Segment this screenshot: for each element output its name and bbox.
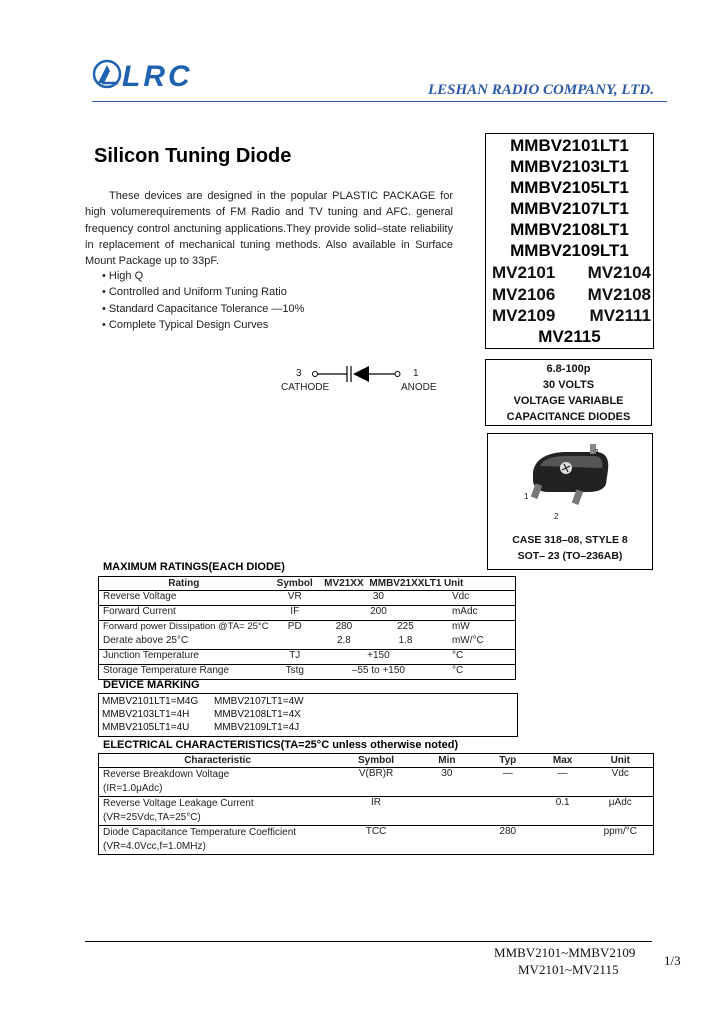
rating-cell: Storage Temperature Range [99,665,269,680]
cathode-label: CATHODE [281,382,330,393]
footer-part-range: MMBV2101~MMBV2109 [494,945,636,960]
value-cell: 30 [321,591,444,606]
table-row [99,768,654,797]
part-number: MMBV2105LT1 [510,178,629,197]
char-cell [99,797,337,826]
col-header: Min [416,754,478,768]
part-number-box [485,133,654,349]
part-number: MV2108 [587,285,651,304]
part-number: MMBV2103LT1 [510,157,629,176]
col-header: MV21XX [321,577,367,591]
part-number: MV2104 [587,263,651,282]
feature-list [102,268,304,333]
symbol-cell [269,635,321,650]
max-ratings-title: MAXIMUM RATINGS(EACH DIODE) [103,561,285,573]
unit-cell: °C [444,665,516,680]
device-marking-title: DEVICE MARKING [103,679,200,691]
table-header-row [99,577,516,591]
char-cond: (VR=25Vdc,TA=25°C) [103,812,201,823]
min-cell [416,826,478,855]
max-ratings-table [98,576,516,680]
page-title: Silicon Tuning Diode [94,145,292,167]
symbol-cell: V(BR)R [336,768,416,797]
rating-cell: Forward Current [99,606,269,621]
symbol-cell: TCC [336,826,416,855]
lrc-logo-icon [92,57,122,91]
symbol-cell: IR [336,797,416,826]
marking-cell: MMBV2107LT1=4W [214,696,304,707]
table-row [99,650,516,665]
col-header: Unit [444,577,516,591]
electrical-title: ELECTRICAL CHARACTERISTICS(TA=25°C unless otherwise noted) [103,739,459,751]
table-row [99,606,516,621]
spec-type: VOLTAGE VARIABLE [513,395,624,407]
sot23-package-icon [518,442,628,512]
value-cell: +150 [321,650,444,665]
footer-part-range-2: MV2101~MV2115 [518,962,619,977]
marking-cell: MMBV2103LT1=4H [102,709,190,720]
max-cell: — [538,768,588,797]
char-name: Reverse Breakdown Voltage [103,769,230,780]
pin-1-label: 1 [524,492,529,501]
col-header: Typ [478,754,538,768]
table-row [99,826,654,855]
feature-item: • Controlled and Uniform Tuning Ratio [102,284,304,300]
anode-label: ANODE [401,382,437,393]
sot-label: SOT– 23 (TO–236AB) [517,550,623,562]
value-cell: 225 [367,621,444,636]
part-number: MMBV2109LT1 [510,241,629,260]
part-number: MV2109 [492,306,556,325]
unit-cell: ppm/°C [588,826,654,855]
col-header: MMBV21XXLT1 [367,577,444,591]
part-number: MMBV2101LT1 [510,136,629,155]
electrical-table [98,753,654,855]
col-header: Symbol [269,577,321,591]
char-cell [99,826,337,855]
table-row [99,797,654,826]
rating-cell: Junction Temperature [99,650,269,665]
min-cell [416,797,478,826]
value-cell: 2.8 [336,635,351,646]
symbol-cell: PD [269,621,321,636]
description-text: These devices are designed in the popular PLASTIC PACKAGE for high volumerequirements of FM Radio and TV tuning and AFC. general frequency control anctuning applications.They provide solid–state reliability in replacement of mechanical tuning methods. Also available in Surface Mount Package up to 33pF. [85,190,453,268]
char-cond: (IR=1.0μAdc) [103,783,163,794]
symbol-cell: IF [269,606,321,621]
rating-cell: Reverse Voltage [99,591,269,606]
max-cell: 0.1 [538,797,588,826]
description [85,188,453,269]
header-divider [92,101,667,102]
part-number: MV2111 [589,306,651,325]
char-name: Diode Capacitance Temperature Coefficient [103,827,297,838]
package-box [487,433,653,570]
pin-3-label: 3 [594,448,599,457]
col-header: Characteristic [99,754,337,768]
part-number: MV2106 [492,285,556,304]
unit-cell: mAdc [444,606,516,621]
case-label: CASE 318–08, STYLE 8 [512,534,628,546]
feature-item: • Standard Capacitance Tolerance —10% [102,301,304,317]
typ-cell: — [478,768,538,797]
char-cond: (VR=4.0Vcc,f=1.0MHz) [103,841,206,852]
unit-cell: °C [444,650,516,665]
spec-capacitance: 6.8-100p [546,363,591,375]
part-number: MV2101 [492,263,556,282]
unit-cell: Vdc [588,768,654,797]
col-header: Symbol [336,754,416,768]
symbol-cell: Tstg [269,665,321,680]
anode-pin: 1 [413,368,419,379]
col-header: Unit [588,754,654,768]
pin-2-label: 2 [554,512,559,521]
typ-cell [478,797,538,826]
part-number: MV2115 [538,327,601,346]
unit-cell: mW [444,621,516,636]
page-number: 1/3 [664,953,681,968]
table-header-row [99,754,654,768]
unit-cell: μAdc [588,797,654,826]
cathode-pin: 3 [296,368,302,379]
marking-cell: MMBV2101LT1=M4G [102,696,199,707]
footer-divider [85,941,652,942]
symbol-cell: TJ [269,650,321,665]
value-cell: 280 [321,621,367,636]
min-cell: 30 [416,768,478,797]
value-cell: 200 [321,606,444,621]
rating-cell: Derate above 25°C [103,635,189,646]
marking-cell: MMBV2108LT1=4X [214,709,301,720]
device-marking-box [98,693,518,737]
unit-cell: mW/°C [451,635,484,646]
value-cell: –55 to +150 [321,665,444,680]
logo-text: LRC [122,60,193,93]
max-cell [538,826,588,855]
table-row [99,665,516,680]
part-number: MMBV2107LT1 [510,199,629,218]
char-name: Reverse Voltage Leakage Current [103,798,254,809]
marking-cell: MMBV2109LT1=4J [214,722,300,733]
company-name: LESHAN RADIO COMPANY, LTD. [428,82,655,98]
feature-item: • Complete Typical Design Curves [102,317,304,333]
col-header: Rating [99,577,269,591]
spec-voltage: 30 VOLTS [542,379,595,391]
marking-cell: MMBV2105LT1=4U [102,722,190,733]
rating-cell: Forward power Dissipation @TA= 25°C [99,621,269,636]
part-number: MMBV2108LT1 [510,220,629,239]
feature-item: • High Q [102,268,304,284]
table-row [99,591,516,606]
col-header: Max [538,754,588,768]
typ-cell: 280 [478,826,538,855]
value-cell: 1.8 [398,635,413,646]
symbol-cell: VR [269,591,321,606]
unit-cell: Vdc [444,591,516,606]
table-row [99,621,516,636]
char-cell [99,768,337,797]
table-row [99,635,516,650]
spec-box [485,359,652,426]
spec-type2: CAPACITANCE DIODES [506,411,631,423]
